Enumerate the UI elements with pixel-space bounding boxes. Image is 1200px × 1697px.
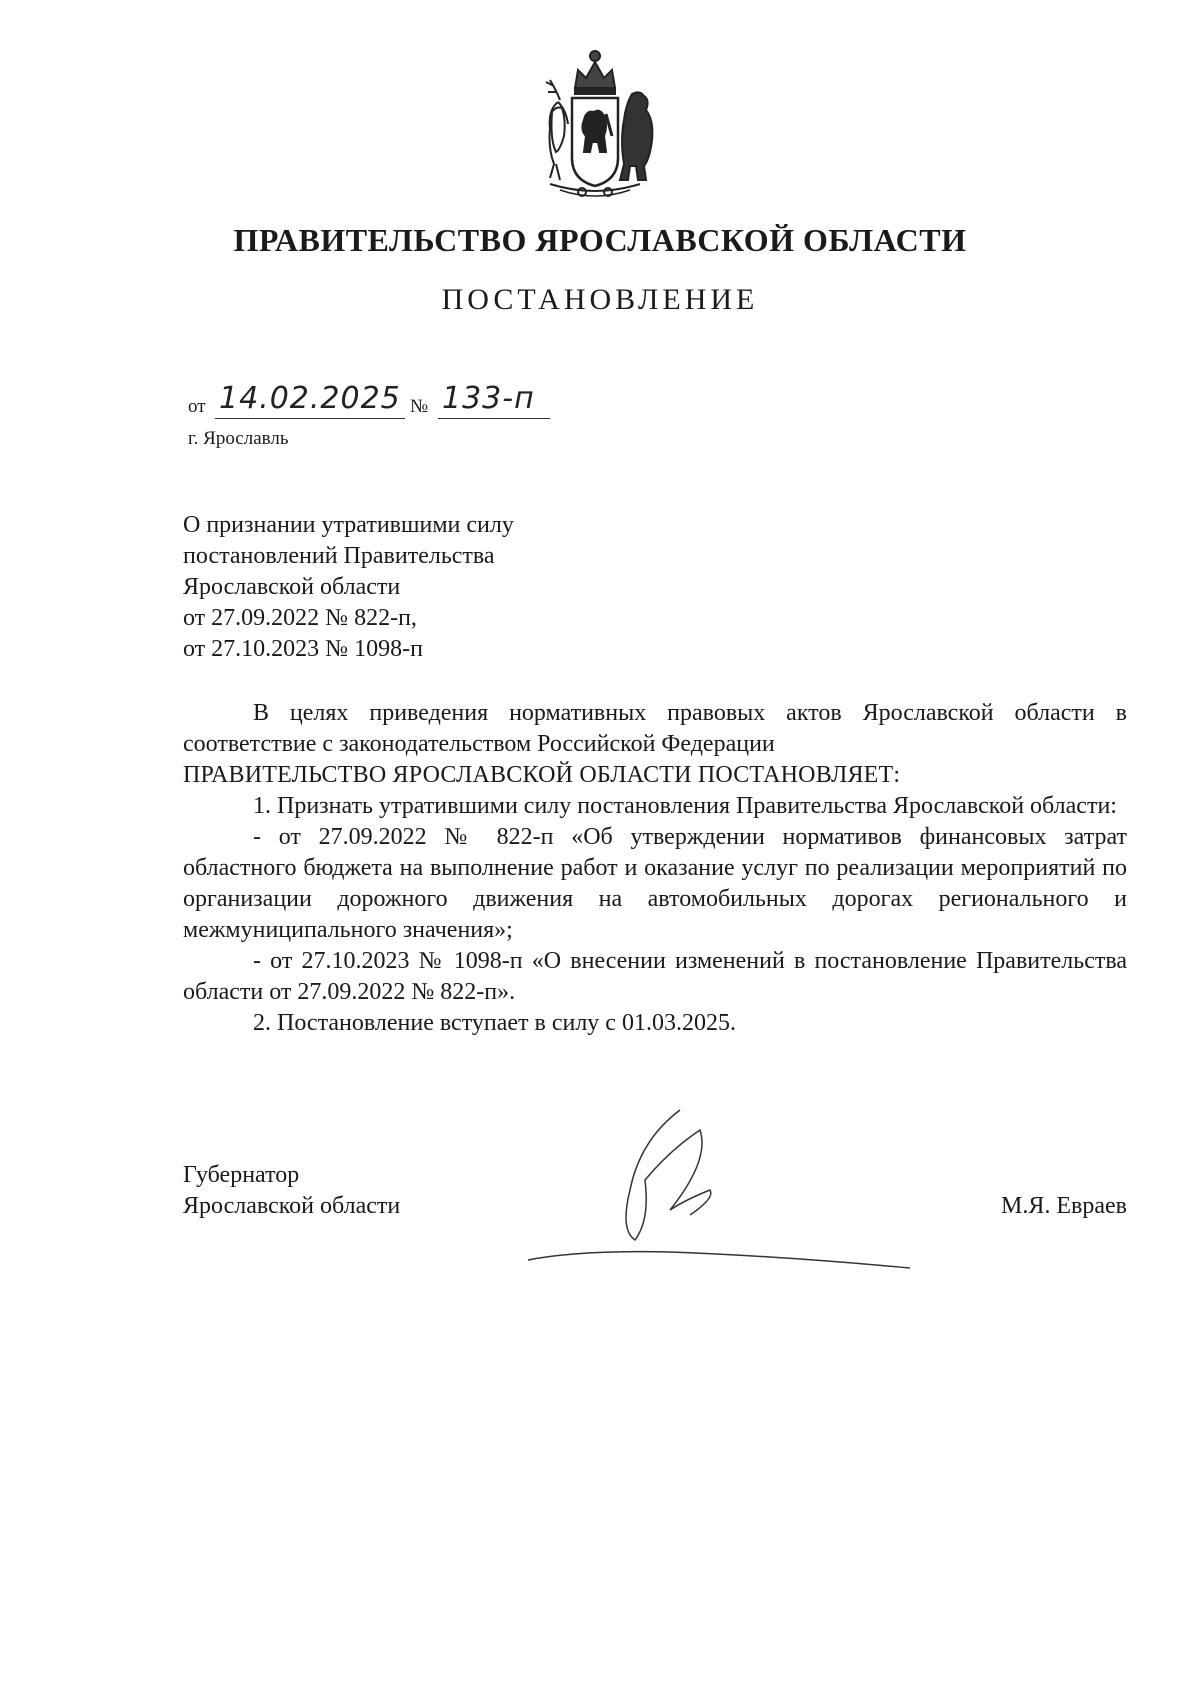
dateline <box>188 381 568 426</box>
subject-line: постановлений Правительства <box>183 543 495 569</box>
date-value: 14.02.2025 <box>219 381 401 416</box>
number-value: 133-п <box>442 381 535 416</box>
resolves-clause: ПРАВИТЕЛЬСТВО ЯРОСЛАВСКОЙ ОБЛАСТИ ПОСТАНОВЛЯЕТ: <box>183 762 901 788</box>
signatory-title-line: Губернатор <box>183 1162 300 1188</box>
item-1-a: - от 27.09.2022 № 822-п «Об утверждении нормативов финансовых затрат областного бюджета на выполнение работ и оказание услуг по реализации мероприятий по организации дорожного движения на автомобильных дорогах регионального и межмуниципального значения»; <box>183 824 1127 943</box>
subject-line: от 27.09.2022 № 822-п, <box>183 605 417 631</box>
signatory-title-line: Ярославской области <box>183 1193 401 1219</box>
date-label: от <box>188 396 206 417</box>
date-field <box>215 381 405 419</box>
signature-icon <box>520 1100 920 1270</box>
item-1-b: - от 27.10.2023 № 1098-п «О внесении изменений в постановление Правительства области от 27.09.2022 № 822-п». <box>183 948 1127 1005</box>
item-2: 2. Постановление вступает в силу с 01.03.2025. <box>253 1010 736 1036</box>
number-label: № <box>410 396 429 417</box>
document-type: ПОСТАНОВЛЕНИЕ <box>441 283 759 316</box>
item-1: 1. Признать утратившими силу постановления Правительства Ярославской области: <box>253 793 1117 819</box>
preamble: В целях приведения нормативных правовых актов Ярославской области в соответствие с законодательством Российской Федерации <box>183 700 1127 757</box>
subject-line: от 27.10.2023 № 1098-п <box>183 636 423 662</box>
government-title: ПРАВИТЕЛЬСТВО ЯРОСЛАВСКОЙ ОБЛАСТИ <box>233 222 967 258</box>
signatory-title <box>183 1160 400 1222</box>
subject-block <box>183 510 514 665</box>
number-field <box>438 381 550 419</box>
signatory-name: М.Я. Евраев <box>1001 1193 1127 1219</box>
coat-of-arms-icon <box>520 40 670 200</box>
document-body <box>183 698 1127 1039</box>
subject-line: О признании утратившими силу <box>183 512 514 538</box>
city: г. Ярославль <box>188 428 289 449</box>
subject-line: Ярославской области <box>183 574 401 600</box>
